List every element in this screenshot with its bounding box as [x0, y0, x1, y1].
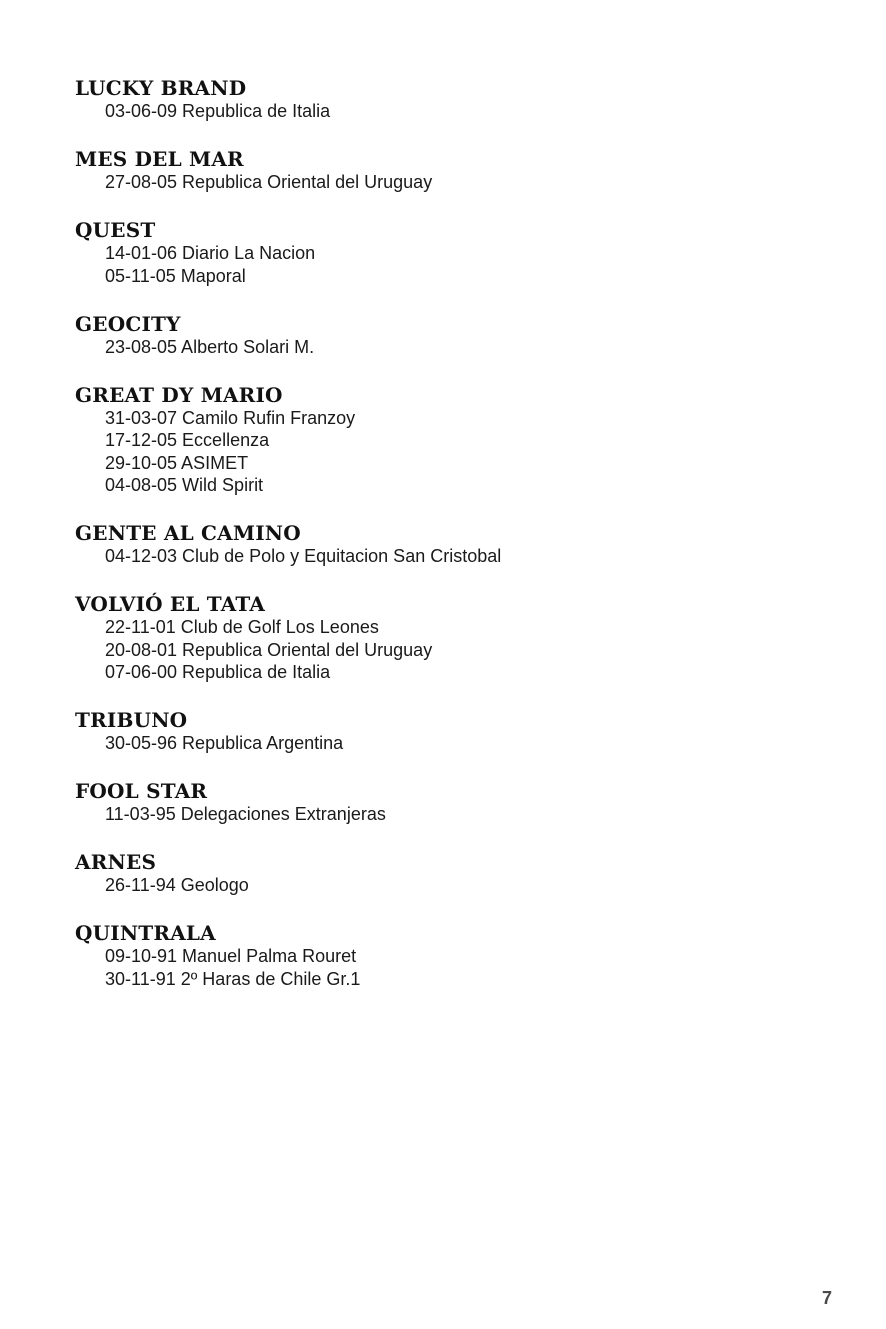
horse-entry [75, 708, 835, 755]
horse-entry [75, 592, 835, 684]
horse-name: FOOL STAR [75, 779, 208, 803]
horse-entry [75, 521, 835, 568]
race-result: 29-10-05 ASIMET [105, 452, 249, 473]
race-result: 11-03-95 Delegaciones Extranjeras [105, 804, 386, 824]
race-result: 31-03-07 Camilo Rufin Franzoy [105, 407, 356, 428]
race-result: 14-01-06 Diario La Nacion [105, 243, 316, 263]
horse-name: GENTE AL CAMINO [75, 521, 301, 545]
race-result: 22-11-01 Club de Golf Los Leones [105, 617, 379, 637]
race-result: 23-08-05 Alberto Solari M. [105, 336, 315, 357]
page-number: 7 [821, 1288, 832, 1308]
race-result: 05-11-05 Maporal [105, 265, 246, 286]
horse-entry [75, 147, 835, 194]
race-result: 26-11-94 Geologo [105, 875, 249, 895]
horse-name: TRIBUNO [75, 708, 188, 732]
race-result: 07-06-00 Republica de Italia [105, 662, 331, 682]
horse-name: MES DEL MAR [75, 147, 244, 171]
horse-race-list [75, 76, 835, 1015]
race-result: 17-12-05 Eccellenza [105, 430, 270, 450]
horse-entry [75, 779, 835, 826]
horse-name: VOLVIÓ EL TATA [75, 592, 266, 616]
race-result: 30-11-91 2º Haras de Chile Gr.1 [105, 968, 361, 989]
horse-entry [75, 921, 835, 990]
race-result: 20-08-01 Republica Oriental del Uruguay [105, 639, 433, 660]
horse-name: GREAT DY MARIO [75, 382, 283, 407]
horse-entry [75, 76, 835, 123]
horse-name: ARNES [75, 850, 157, 874]
horse-name: GEOCITY [75, 311, 181, 336]
race-result: 04-12-03 Club de Polo y Equitacion San Cristobal [105, 546, 502, 566]
horse-entry [75, 850, 835, 897]
race-result: 03-06-09 Republica de Italia [105, 101, 331, 121]
race-result: 30-05-96 Republica Argentina [105, 733, 344, 753]
race-result: 04-08-05 Wild Spirit [105, 475, 264, 495]
horse-entry [75, 312, 835, 359]
horse-name: QUINTRALA [75, 921, 216, 945]
race-result: 09-10-91 Manuel Palma Rouret [105, 946, 357, 966]
race-result: 27-08-05 Republica Oriental del Uruguay [105, 172, 433, 192]
horse-entry [75, 383, 835, 497]
horse-entry [75, 218, 835, 287]
horse-name: LUCKY BRAND [75, 76, 247, 100]
horse-name: QUEST [75, 218, 156, 242]
